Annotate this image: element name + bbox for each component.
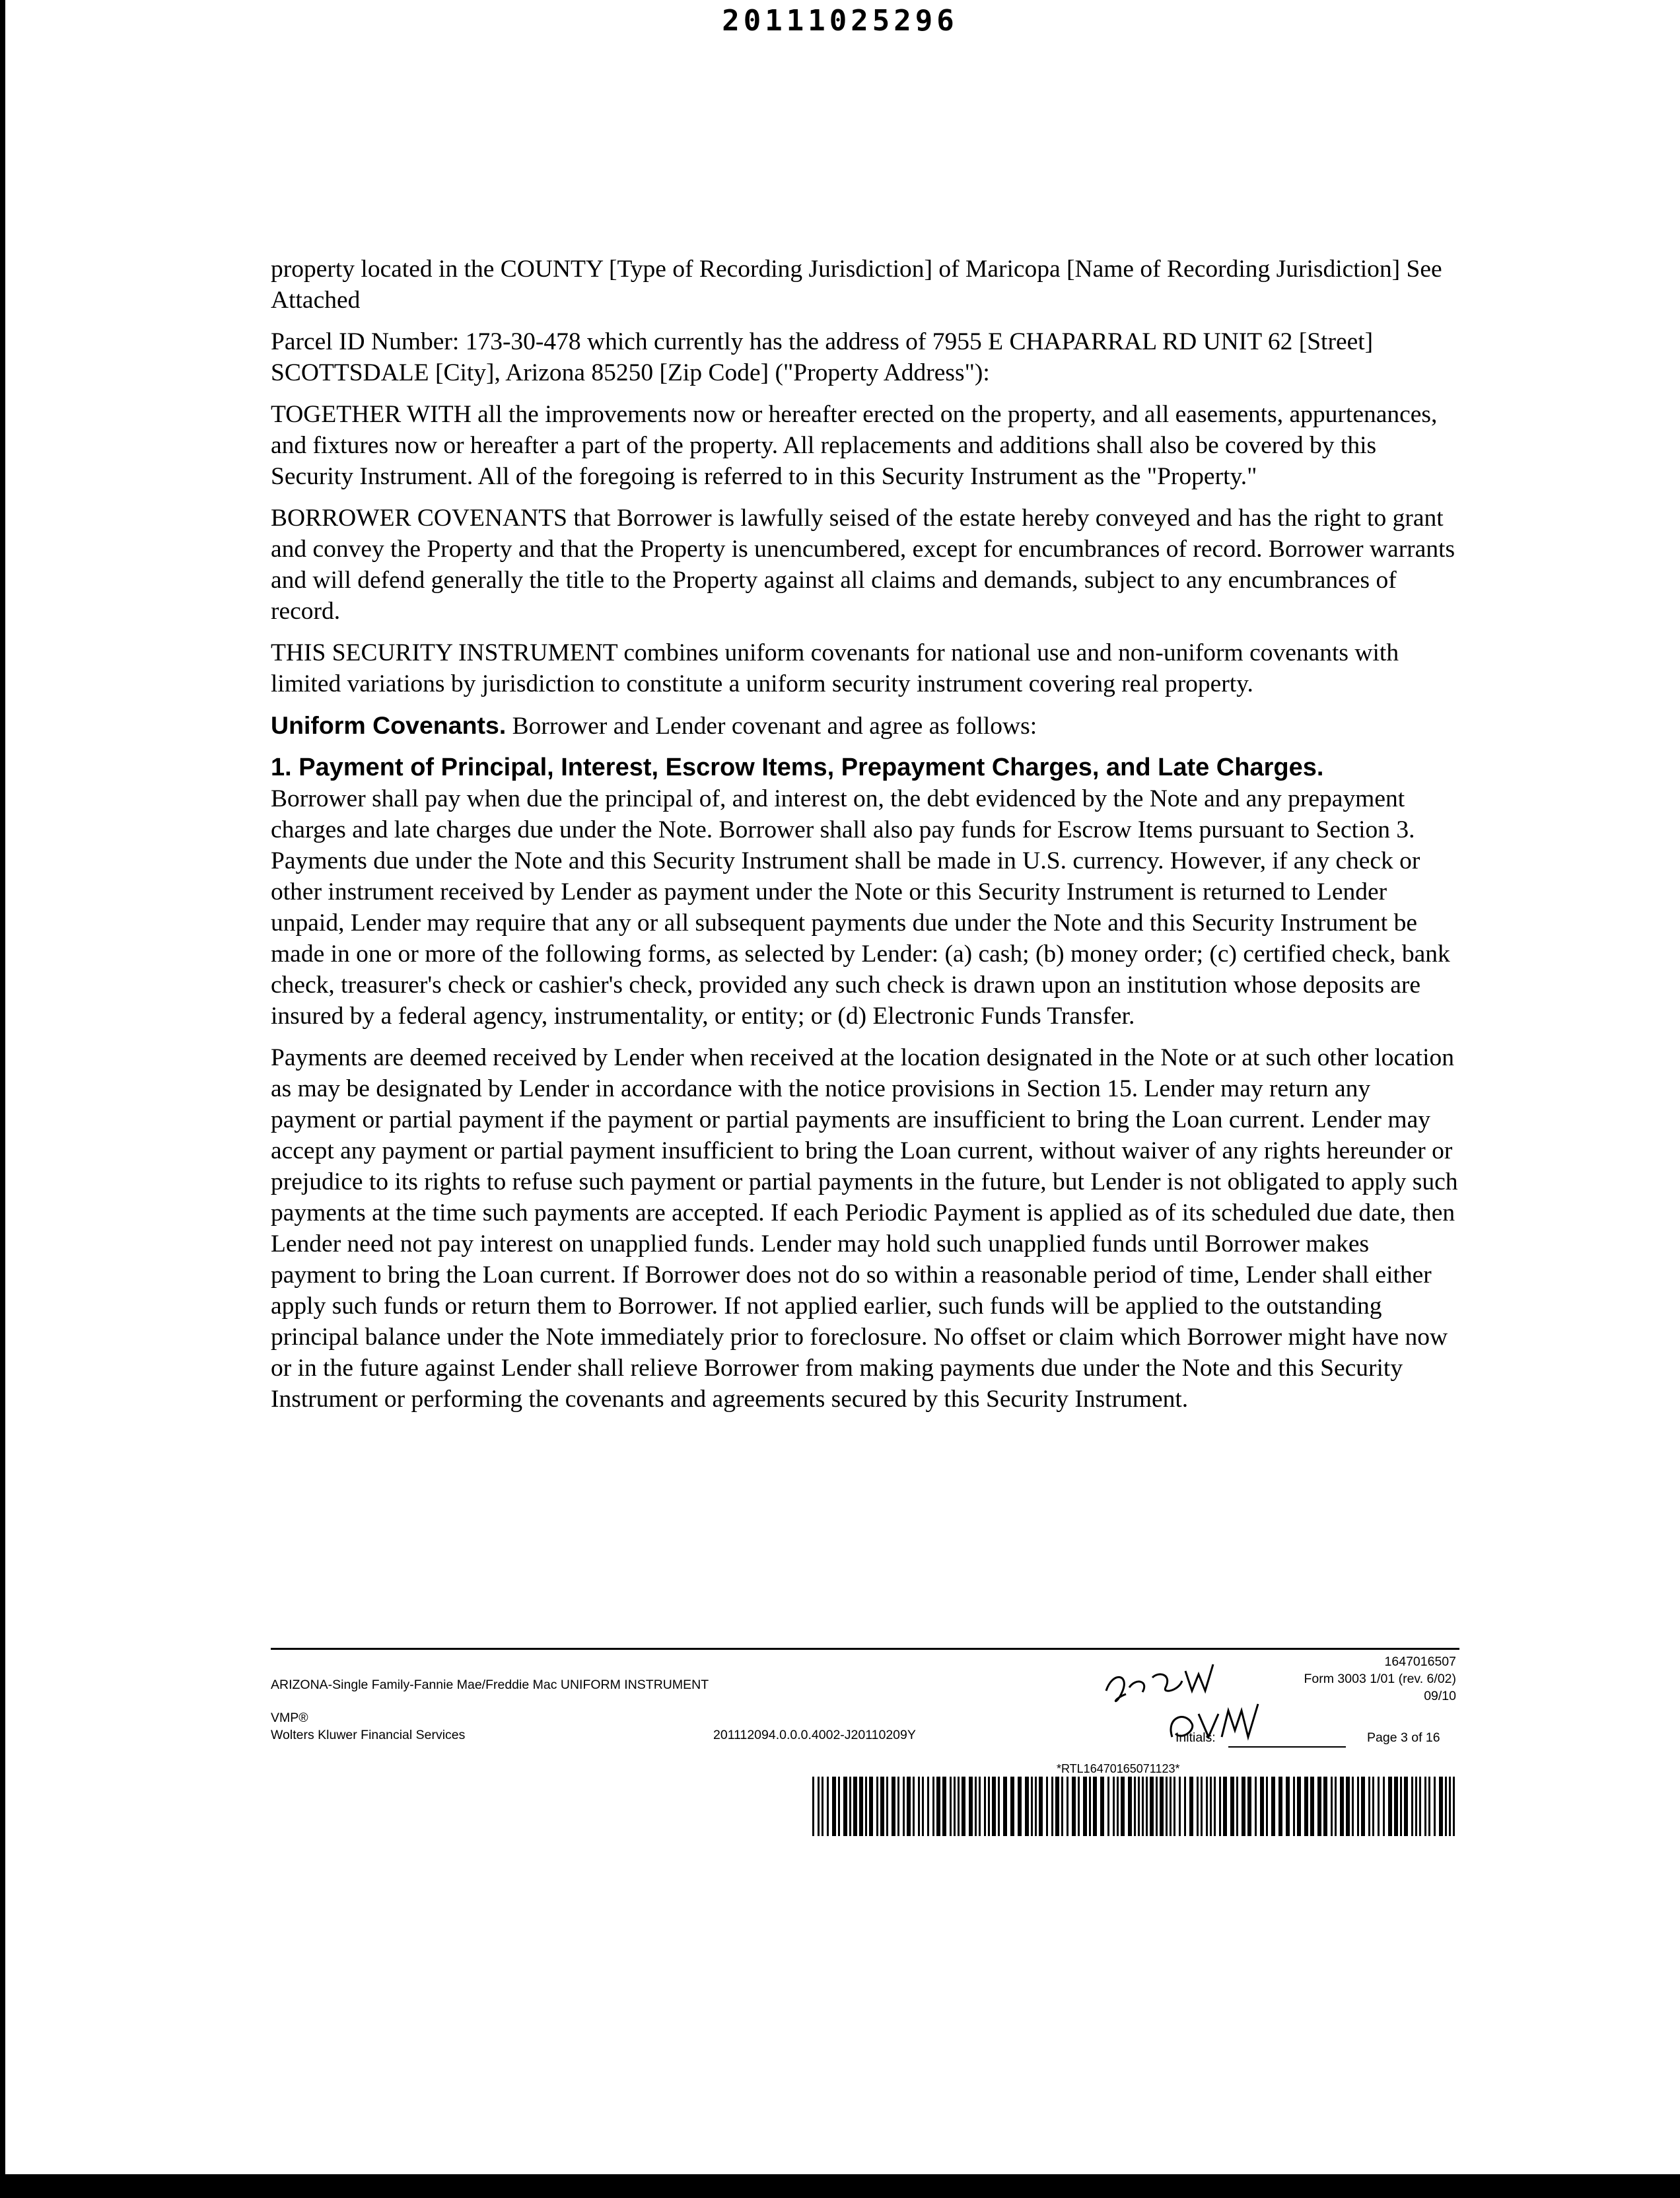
paragraph-parcel-id: Parcel ID Number: 173-30-478 which currently has the address of 7955 E CHAPARRAL RD UNIT 62 [Street] SCOTTSDALE [City], Arizona 85250 [Zip Code] ("Property Address"):	[271, 328, 1374, 386]
paragraph-uniform-covenants	[271, 710, 1459, 742]
footer-form-title: ARIZONA-Single Family-Fannie Mae/Freddie Mac UNIFORM INSTRUMENT	[271, 1678, 709, 1692]
paragraph-property-location: property located in the COUNTY [Type of Recording Jurisdiction] of Maricopa [Name of Recording Jurisdiction] See Attached	[271, 256, 1442, 314]
left-scan-border	[0, 0, 5, 2174]
footer-form-date: 09/10	[1424, 1689, 1456, 1703]
footer-loan-number: 1647016507	[1384, 1654, 1456, 1669]
footer-page-label: Page 3 of 16	[1367, 1730, 1440, 1745]
section-1-heading: 1. Payment of Principal, Interest, Escrow Items, Prepayment Charges, and Late Charges.	[271, 754, 1324, 781]
handwritten-initials	[1100, 1651, 1350, 1750]
footer-publisher: Wolters Kluwer Financial Services	[271, 1728, 466, 1742]
footer-initials-label: Initials:	[1175, 1730, 1216, 1745]
recording-number: 20111025296	[722, 4, 958, 38]
bottom-scan-border	[0, 2174, 1680, 2198]
paragraph-payments-received: Payments are deemed received by Lender when received at the location designated in the Note or at such other location as may be designated by Lender in accordance with the notice provisions in Section 15. Lender may return any payment or partial payment if the payment or partial payments are insufficient to bring the Loan current. Lender may accept any payment or partial payment insufficient to bring the Loan current, without waiver of any rights hereunder or prejudice to its rights to refuse such payment or partial payments in the future, but Lender is not obligated to apply such payments at the time such payments are accepted. If each Periodic Payment is applied as of its scheduled due date, then Lender need not pay interest on unapplied funds. Lender may hold such unapplied funds until Borrower makes payment to bring the Loan current. If Borrower does not do so within a reasonable period of time, Lender shall either apply such funds or return them to Borrower. If not applied earlier, such funds will be applied to the outstanding principal balance under the Note immediately prior to foreclosure. No offset or claim which Borrower might have now or in the future against Lender shall relieve Borrower from making payments due under the Note and this Security Instrument or performing the covenants and agreements secured by this Security Instrument.	[271, 1044, 1458, 1413]
section-1-text: Borrower shall pay when due the principal of, and interest on, the debt evidenced by the Note and any prepayment charges and late charges due under the Note. Borrower shall also pay funds for Escrow Items pursuant to Section 3. Payments due under the Note and this Security Instrument shall be made in U.S. currency. However, if any check or other instrument received by Lender as payment under the Note or this Security Instrument is returned to Lender unpaid, Lender may require that any or all subsequent payments due under the Note and this Security Instrument be made in one or more of the following forms, as selected by Lender: (a) cash; (b) money order; (c) certified check, bank check, treasurer's check or cashier's check, provided any such check is drawn upon an institution whose deposits are insured by a federal agency, instrumentality, or entity; or (d) Electronic Funds Transfer.	[271, 785, 1450, 1030]
paragraph-borrower-covenants: BORROWER COVENANTS that Borrower is lawfully seised of the estate hereby conveyed and has the right to grant and convey the Property and that the Property is unencumbered, except for encumbrances of record. Borrower warrants and will defend generally the title to the Property against all claims and demands, subject to any encumbrances of record.	[271, 505, 1455, 625]
uniform-covenants-heading: Uniform Covenants.	[271, 711, 507, 739]
barcode	[812, 1777, 1456, 1836]
barcode-text: *RTL16470165071123*	[1057, 1762, 1180, 1775]
footer-vmp: VMP®	[271, 1711, 308, 1725]
document-body	[271, 254, 1459, 1425]
section-1	[271, 752, 1459, 1032]
uniform-covenants-text: Borrower and Lender covenant and agree as follows:	[506, 713, 1037, 740]
paragraph-together-with: TOGETHER WITH all the improvements now or hereafter erected on the property, and all easements, appurtenances, and fixtures now or hereafter a part of the property. All replacements and additions shall also be covered by this Security Instrument. All of the foregoing is referred to in this Security Instrument as the "Property."	[271, 401, 1438, 490]
paragraph-security-instrument: THIS SECURITY INSTRUMENT combines uniform covenants for national use and non-uniform covenants with limited variations by jurisdiction to constitute a uniform security instrument covering real property.	[271, 639, 1399, 697]
footer-doc-code: 201112094.0.0.0.4002-J20110209Y	[713, 1728, 916, 1742]
footer-form-number: Form 3003 1/01 (rev. 6/02)	[1304, 1672, 1456, 1686]
footer-divider	[271, 1648, 1459, 1650]
